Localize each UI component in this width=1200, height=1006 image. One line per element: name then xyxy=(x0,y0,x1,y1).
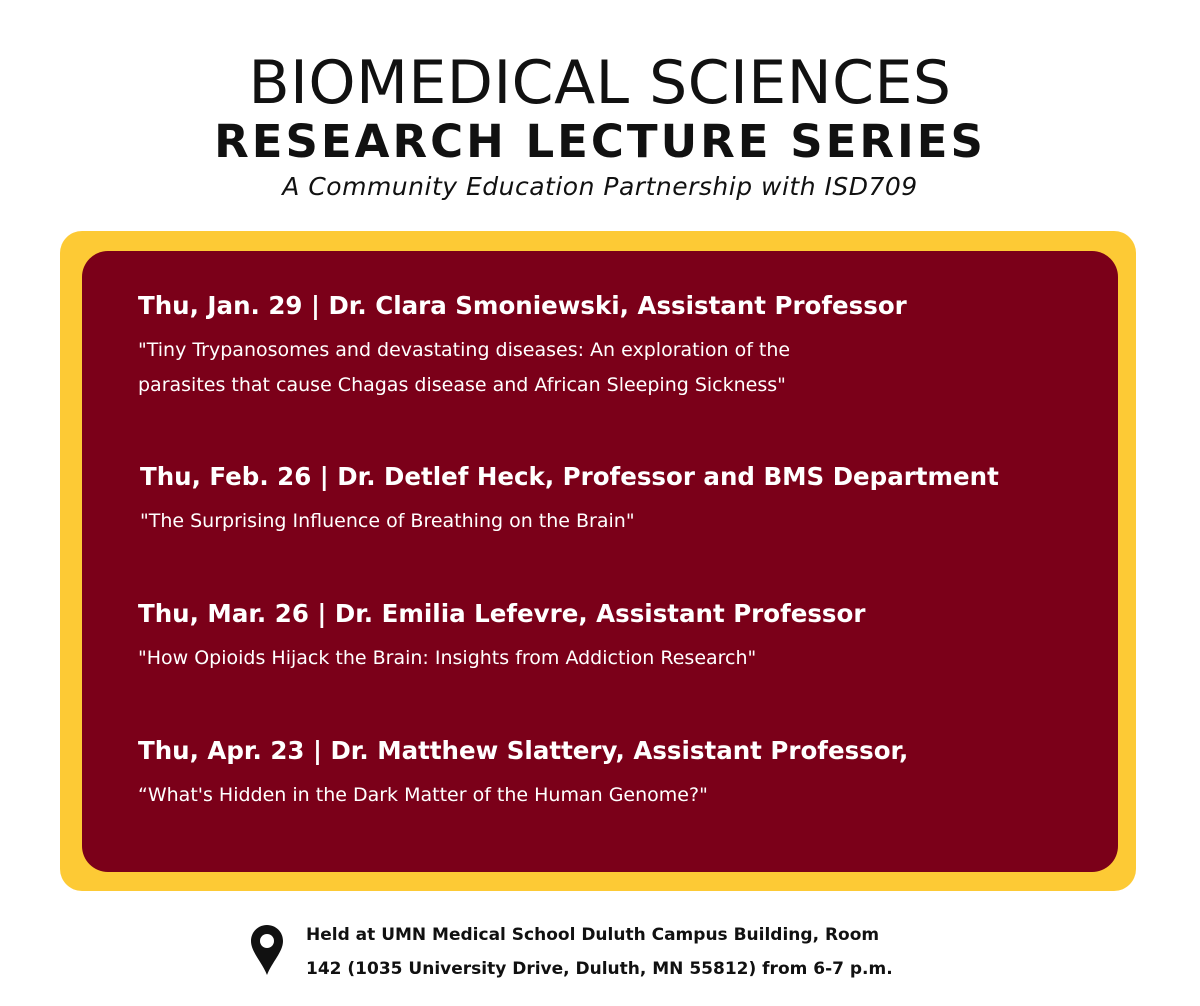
location-text xyxy=(306,918,893,986)
title-line-1: BIOMEDICAL SCIENCES xyxy=(248,48,952,118)
schedule-panel xyxy=(82,251,1118,872)
event-talk-title xyxy=(140,504,999,539)
location-line: 142 (1035 University Drive, Duluth, MN 55812) from 6-7 p.m. xyxy=(306,959,893,979)
event-jan-29 xyxy=(138,289,907,403)
event-heading: Thu, Apr. 23 | Dr. Matthew Slattery, Assistant Professor, xyxy=(138,736,909,765)
event-feb-26 xyxy=(140,460,999,539)
event-talk-title xyxy=(138,641,865,676)
event-talk-line: "The Surprising Influence of Breathing on the Brain" xyxy=(140,510,635,532)
event-talk-title xyxy=(138,778,908,813)
event-mar-26 xyxy=(138,597,865,676)
header xyxy=(0,50,1200,204)
event-heading: Thu, Jan. 29 | Dr. Clara Smoniewski, Assistant Professor xyxy=(138,291,907,320)
title-line-2: RESEARCH LECTURE SERIES xyxy=(214,115,986,168)
event-talk-line: "Tiny Trypanosomes and devastating diseases: An exploration of the xyxy=(138,339,791,361)
event-talk-title xyxy=(138,333,907,403)
event-apr-23 xyxy=(138,734,908,813)
event-heading: Thu, Feb. 26 | Dr. Detlef Heck, Professor and BMS Department xyxy=(140,462,999,491)
event-talk-line: parasites that cause Chagas disease and African Sleeping Sickness" xyxy=(138,374,786,396)
subtitle: A Community Education Partnership with ISD709 xyxy=(282,172,918,201)
map-pin-icon xyxy=(250,924,284,976)
event-heading: Thu, Mar. 26 | Dr. Emilia Lefevre, Assistant Professor xyxy=(138,599,866,628)
event-talk-line: “What's Hidden in the Dark Matter of the Human Genome?" xyxy=(138,784,708,806)
location-line: Held at UMN Medical School Duluth Campus Building, Room xyxy=(306,925,880,945)
event-talk-line: "How Opioids Hijack the Brain: Insights from Addiction Research" xyxy=(138,647,757,669)
location-footer xyxy=(250,918,970,988)
schedule-frame xyxy=(60,231,1136,891)
